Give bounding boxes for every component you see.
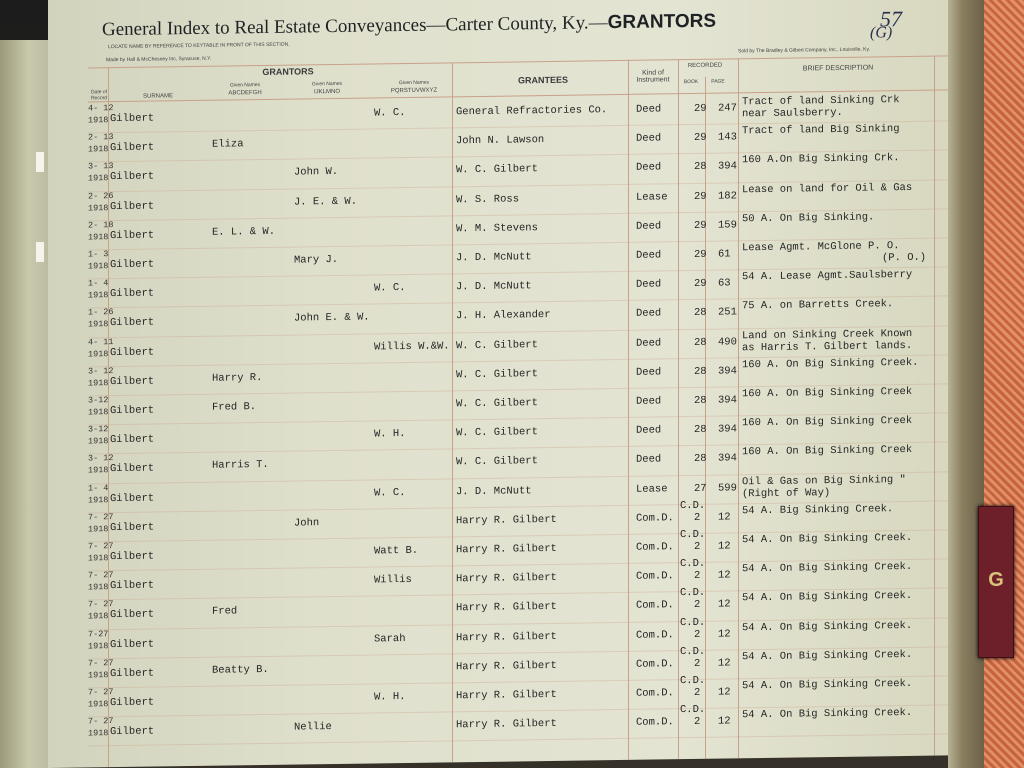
record-year: 1918 [88,494,109,506]
page-number-cell: 12 [718,657,731,670]
book-prefix: C.D. [680,704,706,717]
grantee: John N. Lawson [456,134,545,148]
description-line: 54 A. On Big Sinking Creek. [742,707,913,722]
record-date: 3-12 [88,424,109,435]
description-line: 54 A. On Big Sinking Creek. [742,677,913,693]
book-number: 29 [694,219,707,232]
book-number: 2 [694,716,701,729]
record-date: 4- 12 [88,103,114,114]
page-number-cell: 394 [718,423,737,436]
record-year: 1918 [88,553,109,564]
instrument-kind: Com.D. [636,599,674,613]
record-date: 7- 27 [88,687,114,698]
given-name: Mary J. [294,253,339,267]
page-marker [36,242,44,262]
record-date: 7-27 [88,628,109,640]
page-number-cell: 12 [718,569,731,582]
surname: Gilbert [110,433,155,447]
header-description: BRIEF DESCRIPTION [802,64,874,73]
book-number: 2 [694,686,701,699]
record-date: 7- 27 [88,599,114,610]
book-number: 2 [694,599,701,612]
header-grantors: GRANTORS [262,66,314,78]
given-name: Fred B. [212,401,257,414]
record-date: 7- 27 [88,541,114,552]
description-line: 160 A.On Big Sinking Crk. [742,152,900,167]
book-number: 27 [694,482,707,495]
instrument-kind: Lease [636,190,668,204]
description-line: 54 A. On Big Sinking Creek. [742,590,913,605]
page-number-cell: 12 [718,598,731,612]
grantee: W. M. Stevens [456,221,538,236]
maker-note: Made by Hall & McChesney Inc, Syracuse, N.Y. [106,55,212,64]
record-date: 7- 27 [88,511,114,523]
description-line: 54 A. Big Sinking Creek. [742,502,894,518]
given-name: W. C. [374,282,406,295]
book-number: 29 [694,102,707,115]
description-line: 54 A. Lease Agmt.Saulsberry [742,269,913,284]
grantee: Harry R. Gilbert [456,688,557,703]
page-number-cell: 490 [718,335,737,349]
record-year: 1918 [88,115,109,126]
surname: Gilbert [110,608,155,622]
description-line: 160 A. On Big Sinking Creek [742,385,913,401]
given-name: John E. & W. [294,311,370,325]
description-line: 160 A. On Big Sinking Creek [742,415,913,430]
record-date: 1- 4 [88,482,109,494]
title-main: General Index to Real Estate Conveyances—Carter County, Ky.— [102,12,608,41]
page-number-cell: 63 [718,277,731,290]
description-line: (Right of Way) [742,486,831,500]
grantee: Harry R. Gilbert [456,601,557,615]
instrument-kind: Com.D. [636,658,674,671]
book-number: 2 [694,540,701,553]
surname: Gilbert [110,287,155,301]
instrument-kind: Lease [636,482,668,496]
record-date: 7- 27 [88,570,114,581]
page-number-cell: 159 [718,219,737,232]
instrument-kind: Deed [636,337,662,350]
record-year: 1918 [88,407,109,418]
description-line: Lease on land for Oil & Gas [742,181,913,196]
book-prefix: C.D. [680,645,706,658]
grantee: J. H. Alexander [456,309,551,323]
page-number-cell: 599 [718,481,737,495]
book-prefix: C.D. [680,558,706,571]
grantee: Harry R. Gilbert [456,572,557,586]
instrument-kind: Deed [636,161,662,175]
instrument-kind: Com.D. [636,512,674,525]
grantee: Harry R. Gilbert [456,630,557,644]
instrument-kind: Deed [636,453,662,467]
surname: Gilbert [110,141,155,155]
instrument-kind: Com.D. [636,570,674,583]
grantee: W. C. Gilbert [456,455,538,469]
grantee: W. C. Gilbert [456,338,538,352]
given-name: Harry R. [212,371,263,385]
record-date: 1- 3 [88,249,109,260]
instrument-kind: Deed [636,395,662,408]
page-number-cell: 394 [718,394,737,407]
header-given3-label: Given Names [398,79,430,87]
book-number: 28 [694,365,707,378]
page-number-cell: 12 [718,715,731,728]
page-number: 57 [880,6,902,32]
description-line: near Saulsberry. [742,106,843,121]
locate-note: LOCATE NAME BY REFERENCE TO KEYTABLE IN FRONT OF THIS SECTION. [108,41,290,51]
description-line: 54 A. On Big Sinking Creek. [742,619,913,634]
given-name: W. H. [374,428,406,441]
book-number: 2 [694,628,701,641]
book-number: 29 [694,131,707,145]
grantee: J. D. McNutt [456,280,532,294]
surname: Gilbert [110,112,155,126]
surname: Gilbert [110,404,155,418]
description-line: Lease Agmt. McGlone P. O. [742,240,900,255]
tab-letter-g: G [988,569,1004,591]
record-year: 1918 [88,465,109,476]
given-name: Harris T. [212,459,269,473]
record-year: 1918 [88,699,109,710]
grantee: W. C. Gilbert [456,426,538,440]
surname: Gilbert [110,229,155,242]
header-given2-label: Given Names [311,80,343,88]
header-date: Date of Record [90,89,108,102]
page-number-cell: 394 [718,160,737,174]
given-name: Eliza [212,138,244,151]
grantee: W. C. Gilbert [456,397,538,411]
given-name: W. H. [374,691,406,704]
grantee: Harry R. Gilbert [456,513,557,528]
instrument-kind: Com.D. [636,628,674,642]
description-line: 160 A. On Big Sinking Creek. [742,356,919,372]
record-year: 1918 [88,348,109,360]
grantee: W. C. Gilbert [456,367,538,382]
book-number: 28 [694,453,707,466]
description-line: 50 A. On Big Sinking. [742,211,875,226]
page-number-cell: 12 [718,686,731,699]
header-given1: ABCDEFGH [228,90,262,97]
record-date: 3- 12 [88,365,114,377]
given-name: Sarah [374,632,406,646]
book-number: 29 [694,277,707,291]
header-given2: IJKLMNO [313,88,340,96]
surname: Gilbert [110,492,155,505]
description-line: 54 A. On Big Sinking Creek. [742,531,913,547]
given-name: W. C. [374,486,406,500]
instrument-kind: Deed [636,278,662,291]
description-line: Tract of land Big Sinking [742,123,900,138]
record-date: 1- 26 [88,307,114,318]
record-year: 1918 [88,640,109,652]
page-number-cell: 61 [718,248,731,261]
given-name: E. L. & W. [212,225,276,239]
index-tab[interactable] [978,506,1014,658]
book-number: 28 [694,394,707,407]
header-kind: Kind of Instrument [636,69,670,84]
record-year: 1918 [88,144,109,155]
header-recorded: RECORDED [687,62,723,70]
surname: Gilbert [110,638,155,651]
given-name: Willis [374,574,412,587]
grantee: J. D. McNutt [456,251,532,265]
given-name: John W. [294,166,339,179]
given-name: Fred [212,605,238,619]
given-name: Nellie [294,721,332,734]
book-prefix: C.D. [680,616,706,629]
header-given3: PQRSTUVWXYZ [390,87,438,95]
record-date: 2- 18 [88,219,114,231]
book-prefix: C.D. [680,674,706,688]
page-letter: (G) [870,24,893,42]
record-year: 1918 [88,377,109,389]
given-name: Willis W.&W. [374,339,450,354]
book-number: 2 [694,657,701,670]
record-year: 1918 [88,611,109,622]
grantee: W. S. Ross [456,193,520,206]
book-prefix: C.D. [680,587,706,600]
book-number: 28 [694,336,707,349]
grantee: Harry R. Gilbert [456,542,557,557]
description-line: as Harris T. Gilbert lands. [742,339,913,354]
header-page: PAGE [711,78,725,85]
page-number-cell: 12 [718,540,731,553]
record-year: 1918 [88,669,109,681]
description-line: Oil & Gas on Big Sinking " [742,473,906,488]
surname: Gilbert [110,170,155,184]
book-number: 28 [694,161,707,174]
surname: Gilbert [110,462,155,476]
record-year: 1918 [88,202,109,214]
given-name: John [294,517,320,530]
record-year: 1918 [88,582,109,593]
record-date: 7- 27 [88,716,114,727]
record-year: 1918 [88,523,109,535]
surname: Gilbert [110,725,155,739]
page-number-cell: 394 [718,452,737,466]
description-line: (P. O.) [882,251,927,265]
given-name: Watt B. [374,544,419,558]
book-number: 2 [694,511,701,524]
page-number-cell: 12 [718,511,731,524]
instrument-kind: Deed [636,366,662,379]
header-book: BOOK [683,78,699,86]
description-line: Land on Sinking Creek Known [742,327,913,342]
page-number-cell: 394 [718,365,737,378]
row-rule [88,734,948,747]
header-grantees: GRANTEES [517,74,568,86]
book-number: 28 [694,307,707,320]
instrument-kind: Deed [636,220,662,233]
book-number: 29 [694,190,707,203]
seller-note: Sold by The Bradley & Gilbert Company, Inc., Louisville, Ky. [738,46,871,55]
instrument-kind: Deed [636,103,662,116]
book-number: 28 [694,423,707,437]
surname: Gilbert [110,200,155,213]
surname: Gilbert [110,579,155,593]
header-given1-label: Given Names [229,82,261,89]
book-prefix: C.D. [680,499,706,512]
header-surname: SURNAME [142,93,173,100]
record-year: 1918 [88,173,109,184]
grantee: Harry R. Gilbert [456,659,557,674]
ledger-rows [48,0,948,768]
grantee: J. D. McNutt [456,484,532,498]
title-section: GRANTORS [607,10,717,34]
left-page-edge [0,40,50,768]
surname: Gilbert [110,346,155,359]
record-year: 1918 [88,436,109,447]
instrument-kind: Com.D. [636,716,674,729]
description-line: 54 A. On Big Sinking Creek. [742,648,913,664]
description-line: 160 A. On Big Sinking Creek [742,444,913,459]
page-number-cell: 182 [718,189,737,203]
page-number-cell: 143 [718,131,737,144]
instrument-kind: Deed [636,307,662,321]
book-prefix: C.D. [680,528,706,542]
grantee: General Refractories Co. [456,104,608,119]
instrument-kind: Deed [636,249,662,262]
record-date: 3-12 [88,395,109,406]
instrument-kind: Deed [636,424,662,437]
record-date: 1- 4 [88,278,109,289]
given-name: W. C. [374,107,406,120]
description-line: Tract of land Sinking Crk [742,94,900,109]
surname: Gilbert [110,316,155,330]
record-year: 1918 [88,319,109,330]
record-date: 3- 13 [88,161,114,172]
instrument-kind: Com.D. [636,687,674,700]
instrument-kind: Deed [636,132,662,145]
record-year: 1918 [88,290,109,301]
grantee: Harry R. Gilbert [456,718,557,732]
surname: Gilbert [110,521,155,534]
instrument-kind: Com.D. [636,541,674,554]
record-date: 2- 13 [88,132,114,143]
surname: Gilbert [110,375,155,388]
record-year: 1918 [88,728,109,739]
page-number-cell: 247 [718,102,737,115]
surname: Gilbert [110,550,155,564]
surname: Gilbert [110,258,155,272]
record-date: 2- 26 [88,190,114,202]
book-number: 29 [694,248,707,261]
page-marker [36,152,44,172]
page-number-cell: 251 [718,306,737,320]
surname: Gilbert [110,696,155,710]
book-number: 2 [694,570,701,583]
given-name: Beatty B. [212,663,269,677]
given-name: J. E. & W. [294,195,358,209]
record-date: 4- 11 [88,336,114,348]
record-year: 1918 [88,261,109,272]
surname: Gilbert [110,667,155,680]
grantee: W. C. Gilbert [456,163,538,177]
ledger-page [48,0,948,768]
record-date: 7- 27 [88,657,114,669]
record-date: 3- 12 [88,453,114,464]
page-number-cell: 12 [718,628,731,641]
record-year: 1918 [88,231,109,243]
description-line: 54 A. On Big Sinking Creek. [742,561,913,576]
description-line: 75 A. on Barretts Creek. [742,298,894,313]
